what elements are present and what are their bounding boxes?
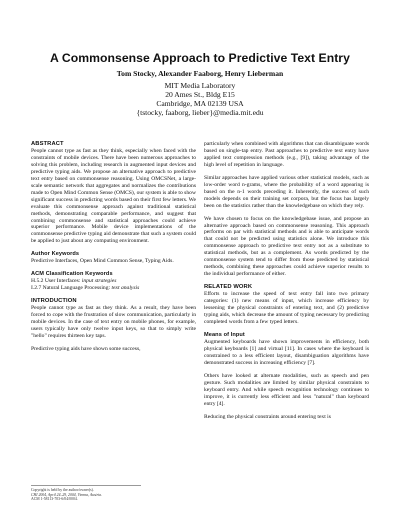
means-paragraph-3: Reducing the physical constraints around entering text is bbox=[204, 413, 331, 420]
left-column bbox=[31, 141, 196, 353]
means-of-input-heading: Means of Input bbox=[204, 331, 245, 338]
copyright-notice: Copyright is held by the author/owner(s). CHI 2004, April 24–29, 2004, Vienna, Austria. ACM 1-58113-703-6/04/0004. bbox=[31, 485, 141, 502]
intro-paragraph-2: Predictive typing aids have shown some success, bbox=[31, 345, 141, 352]
acm-heading: ACM Classification Keywords bbox=[31, 271, 113, 278]
affiliation-line-3: Cambridge, MA 02139 USA bbox=[156, 99, 244, 108]
body-paragraph-2: Similar approaches have applied various other statistical models, such as low-order word n-grams, where the probability of a word appearing is based on the n-1 words preceding it. Inherently, the success of such models depends on their training set corpora, but the focus has largely been on the statistics rather than the knowledgebase on which they rely. bbox=[204, 174, 369, 209]
body-paragraph-3: We have chosen to focus on the knowledgebase issue, and propose an alternative approach based on commonsense reasoning. This approach performs on par with statistical methods and is able to anticipate words that could not be predicted using statistics alone. We introduce this commonsense approach to predictive text entry not as a substitute to statistical methods, but as a complement. As words predicted by the commonsense system tend to differ from those predicted by statistical methods, combining these approaches could achieve superior results to the individual performance of either. bbox=[204, 215, 369, 278]
intro-paragraph-1: People cannot type as fast as they think. As a result, they have been forced to cope with the frustration of slow communication, particularly in mobile devices. In the case of text entry on mobile phones, for example, users typically have only twelve input keys, so that to simply write "hello" requires thirteen key taps. bbox=[31, 305, 196, 340]
abstract-heading: ABSTRACT bbox=[31, 141, 64, 147]
introduction-heading: INTRODUCTION bbox=[31, 298, 77, 305]
acm-category-1: H.5.2 User Interfaces: input strategies bbox=[31, 278, 117, 285]
author-list: Tom Stocky, Alexander Faaborg, Henry Lieberman bbox=[116, 69, 284, 78]
related-work-heading: RELATED WORK bbox=[204, 284, 253, 291]
affiliation-line-2: 20 Ames St., Bldg E15 bbox=[165, 90, 235, 99]
related-work-text: Efforts to increase the speed of text entry fall into two primary categories: (1) new means of input, which increase efficiency by lessening the physical constraints of entering text, and (2) predictive typing aids, which decrease the amount of typing necessary by predicting completed words from a few typed letters. bbox=[204, 291, 369, 325]
keywords-heading: Author Keywords bbox=[31, 251, 80, 258]
paper-title: A Commonsense Approach to Predictive Text Entry bbox=[50, 51, 350, 65]
acm-category-2: I.2.7 Natural Language Processing: text analysis bbox=[31, 285, 140, 292]
right-column bbox=[204, 141, 369, 420]
affiliation-email: {tstocky, faaborg, lieber}@media.mit.edu bbox=[136, 108, 264, 117]
means-paragraph-2: Others have looked at alternate modalities, such as speech and pen gesture. Such modalities are limited by similar physical constraints to keyboard entry. And while speech recognition technology continues to improve, it is currently less efficient and less "natural" than keyboard entry [4]. bbox=[204, 372, 369, 407]
body-paragraph-1: particularly when combined with algorithms that can disambiguate words based on single-tap entry. Past approaches to predictive text entry have applied text compression methods (e.g., [9]), taking advantage of the high level of repetition in language. bbox=[204, 141, 369, 168]
affiliation-line-1: MIT Media Laboratory bbox=[164, 81, 236, 90]
keywords-text: Predictive Interfaces, Open Mind Common Sense, Typing Aids. bbox=[31, 258, 174, 265]
means-paragraph-1: Augmented keyboards have shown improvements in efficiency, both physical keyboards [1] and virtual [11]. In cases where the keyboard is constrained to a less efficient layout, disambiguation algorithms have demonstrated success in increasing efficiency [7]. bbox=[204, 338, 369, 366]
abstract-text: People cannot type as fast as they think, especially when faced with the constraints of mobile devices. There have been numerous approaches to solving this problem, including research in augmented input devices and predictive typing aids. We propose an alternative approach to predictive text entry based on commonsense reasoning. Using OMCSNet, a large-scale semantic network that aggregates and normalizes the contributions made to Open Mind Common Sense (OMCS), our system is able to show significant success in predicting words based on their first few letters. We evaluate this commonsense approach against traditional statistical methods, demonstrating comparable performance, and suggest that combining commonsense and statistical approaches could achieve superior performance. Mobile device implementations of the commonsense predictive typing aid demonstrate that such a system could be applied to just about any computing environment. bbox=[31, 148, 196, 245]
